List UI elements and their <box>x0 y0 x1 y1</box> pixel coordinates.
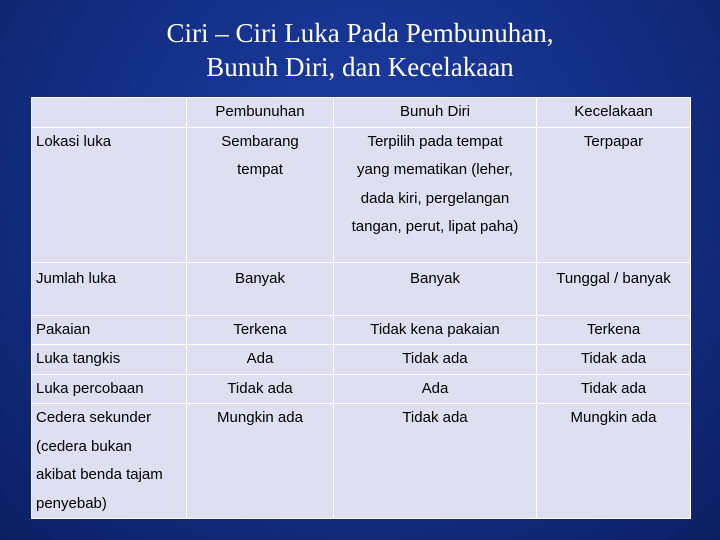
cell-kecelakaan <box>537 315 691 345</box>
cell-bunuh-diri <box>334 127 537 262</box>
cell-kecelakaan <box>537 374 691 404</box>
row-label <box>32 127 187 262</box>
table-row <box>32 404 691 519</box>
cell-text: Sembarang <box>221 132 299 150</box>
header-bunuh-diri: Bunuh Diri <box>334 98 537 128</box>
cell-text: penyebab) <box>36 494 107 512</box>
cell-kecelakaan <box>537 345 691 375</box>
cell-text: Tidak ada <box>580 350 647 367</box>
cell-kecelakaan <box>537 127 691 262</box>
cell-text: Terkena <box>586 320 641 338</box>
cell-text: Cedera sekunder <box>36 409 152 426</box>
table-header-row <box>32 98 691 128</box>
cell-text: Banyak <box>409 269 461 287</box>
table-row <box>32 262 691 315</box>
cell-bunuh-diri <box>334 315 537 345</box>
comparison-table <box>31 97 691 519</box>
cell-pembunuhan <box>187 262 334 315</box>
cell-text: Mungkin ada <box>217 409 303 426</box>
cell-text: Tidak kena pakaian <box>370 320 500 338</box>
cell-pembunuhan <box>187 404 334 519</box>
slide-title <box>0 16 720 84</box>
cell-text: yang mematikan (leher, <box>357 161 513 178</box>
slide-title-line-2: Bunuh Diri, dan Kecelakaan <box>206 52 514 82</box>
row-label <box>32 315 187 345</box>
row-label <box>32 404 187 519</box>
cell-bunuh-diri <box>334 374 537 404</box>
cell-text: dada kiri, pergelangan <box>360 189 510 207</box>
cell-text: akibat benda tajam <box>36 466 163 483</box>
cell-text: Terpilih pada tempat <box>367 132 503 150</box>
cell-bunuh-diri <box>334 262 537 315</box>
cell-kecelakaan <box>537 404 691 519</box>
cell-text: Ada <box>421 379 449 397</box>
cell-text: Terpapar <box>583 132 644 150</box>
row-label <box>32 262 187 315</box>
cell-pembunuhan <box>187 127 334 262</box>
cell-text: Jumlah luka <box>36 269 117 287</box>
cell-text: Terkena <box>233 320 287 338</box>
cell-bunuh-diri <box>334 404 537 519</box>
cell-text: Tidak ada <box>227 379 293 397</box>
cell-text: tangan, perut, lipat paha) <box>351 218 519 235</box>
cell-text: Mungkin ada <box>570 409 657 426</box>
cell-text: Tunggal / banyak <box>556 269 671 287</box>
table-row <box>32 345 691 375</box>
row-label <box>32 374 187 404</box>
cell-text: tempat <box>237 161 283 178</box>
header-pembunuhan: Pembunuhan <box>187 98 334 128</box>
header-empty <box>32 98 187 128</box>
slide-title-line-1: Ciri – Ciri Luka Pada Pembunuhan, <box>166 18 554 48</box>
cell-text: Tidak ada <box>402 409 468 426</box>
cell-kecelakaan <box>537 262 691 315</box>
cell-bunuh-diri <box>334 345 537 375</box>
cell-text: Banyak <box>234 269 286 287</box>
cell-pembunuhan <box>187 315 334 345</box>
table-row <box>32 315 691 345</box>
cell-pembunuhan <box>187 374 334 404</box>
cell-text: Tidak ada <box>402 350 468 367</box>
cell-text: Luka tangkis <box>36 350 121 367</box>
cell-text: Luka percobaan <box>36 379 144 397</box>
row-label <box>32 345 187 375</box>
cell-text: (cedera bukan <box>36 437 132 455</box>
table-row <box>32 374 691 404</box>
cell-text: Lokasi luka <box>36 132 112 150</box>
header-kecelakaan: Kecelakaan <box>537 98 691 128</box>
cell-text: Pakaian <box>36 320 91 338</box>
table-row <box>32 127 691 262</box>
cell-pembunuhan <box>187 345 334 375</box>
cell-text: Ada <box>246 350 274 367</box>
cell-text: Tidak ada <box>580 379 647 397</box>
